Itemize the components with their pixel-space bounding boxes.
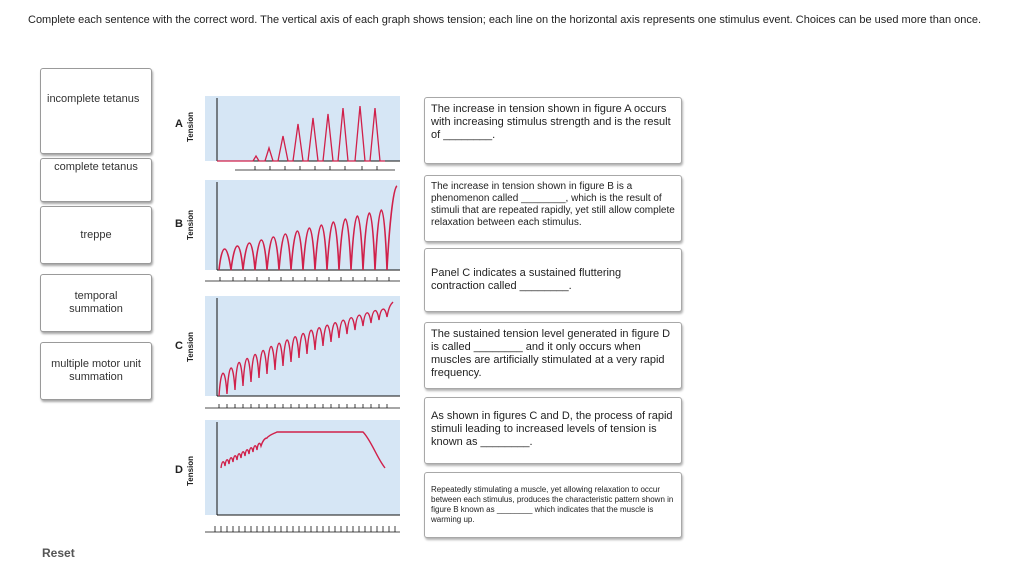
panel-letter-a: A bbox=[175, 118, 183, 130]
choice-multiple-motor-unit-summation[interactable] bbox=[40, 342, 152, 400]
choice-label: complete tetanus bbox=[54, 161, 138, 173]
choice-complete-tetanus[interactable] bbox=[40, 158, 152, 202]
sentence-drop-target-4[interactable] bbox=[424, 322, 682, 389]
graph-b bbox=[205, 180, 400, 288]
sentence-text: The sustained tension level generated in figure D is called ________ and it only occurs when muscles are artificially stimulated at a very rapid frequency. bbox=[431, 328, 671, 379]
choice-temporal-summation[interactable] bbox=[40, 274, 152, 332]
graph-d bbox=[205, 420, 400, 538]
panel-letter-d: D bbox=[175, 464, 183, 476]
sentence-text: The increase in tension shown in figure B is a phenomenon called ________, which is the result of stimuli that are repeated rapidly, yet still allow complete relaxation between each stimulus. bbox=[431, 181, 675, 228]
choice-label: treppe bbox=[80, 228, 112, 241]
tension-axis-label: Tension bbox=[186, 331, 195, 362]
sentence-text: Panel C indicates a sustained fluttering contraction called ________. bbox=[431, 267, 622, 292]
choice-label: multiple motor unit summation bbox=[51, 358, 141, 383]
graph-background bbox=[205, 420, 400, 515]
sentence-drop-target-5[interactable] bbox=[424, 397, 682, 464]
sentence-drop-target-3[interactable] bbox=[424, 248, 682, 312]
reset-button[interactable]: Reset bbox=[42, 546, 75, 560]
tension-axis-label: Tension bbox=[186, 455, 195, 486]
choice-label: incomplete tetanus bbox=[47, 93, 140, 105]
sentence-text: Repeatedly stimulating a muscle, yet allowing relaxation to occur between each stimulus, produces the characteristic pattern shown in figure B known as ________ which indicates that the muscle is warming up. bbox=[431, 485, 674, 524]
sentence-drop-target-1[interactable] bbox=[424, 97, 682, 164]
instructions-text: Complete each sentence with the correct word. The vertical axis of each graph shows tension; each line on the horizontal axis represents one stimulus event. Choices can be used more than once. bbox=[28, 14, 982, 26]
stimulus-ticks bbox=[220, 277, 389, 281]
tension-axis-label: Tension bbox=[186, 209, 195, 240]
choice-incomplete-tetanus[interactable] bbox=[40, 68, 152, 154]
sentence-drop-target-2[interactable] bbox=[424, 175, 682, 242]
choice-label: temporal summation bbox=[69, 290, 123, 315]
sentence-text: The increase in tension shown in figure A occurs with increasing stimulus strength and is the result of ________. bbox=[431, 103, 671, 141]
graph-c bbox=[205, 296, 400, 416]
stimulus-ticks bbox=[219, 404, 387, 408]
panel-letter-c: C bbox=[175, 340, 183, 352]
graph-a bbox=[205, 96, 400, 176]
panel-letter-b: B bbox=[175, 218, 183, 230]
stimulus-ticks bbox=[215, 526, 395, 532]
choice-treppe[interactable] bbox=[40, 206, 152, 264]
tension-axis-label: Tension bbox=[186, 111, 195, 142]
sentence-text: As shown in figures C and D, the process of rapid stimuli leading to increased levels of tension is known as ________. bbox=[431, 410, 673, 448]
sentence-drop-target-6[interactable] bbox=[424, 472, 682, 538]
stimulus-ticks bbox=[255, 166, 377, 170]
